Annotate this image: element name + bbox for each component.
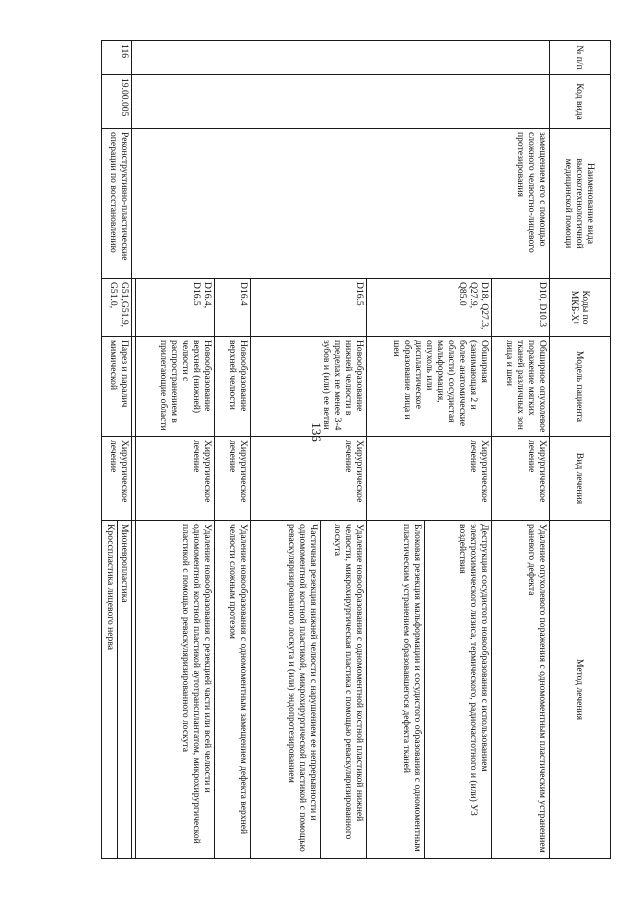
cell-spacer (132, 337, 136, 437)
header-treatment-type: Вид лечения (550, 437, 611, 521)
cell-spacer (132, 521, 136, 859)
cell-icd: D18, Q27.3, Q27.9, Q85.0 (367, 279, 492, 337)
cell-method: Удаление новообразования с одномоментным замещением дефекта верхней челюсти сложным протезом (214, 521, 250, 859)
cell-icd: D16.4 (214, 279, 250, 337)
header-num: № п/п (550, 41, 611, 75)
cell-icd: D16.4, D16.5 (136, 279, 214, 337)
cell-num (132, 41, 550, 75)
cell-code: 19.00.005 (102, 75, 132, 129)
cell-treatment-type: Хирургическое лечение (491, 437, 549, 521)
cell-treatment-type: Хирургическое лечение (214, 437, 250, 521)
table-row (118, 41, 132, 859)
cell-method: Мионевропластика (118, 521, 132, 859)
cell-patient-model: Обширное опухолевое поражение мягких тканей различных зон лица и шеи (491, 337, 549, 437)
cell-icd: G51,G51.9, G51.0, (102, 279, 132, 337)
header-code-type: Код вида (550, 75, 611, 129)
cell-method: Удаление новообразования с одномоментной костной пластикой нижней челюсти, микрохирургическая пластика с помощью реваскуляризированного лоскута (321, 521, 367, 859)
cell-treatment-type: Хирургическое лечение (367, 437, 492, 521)
cell-treatment-type: Хирургическое лечение (250, 437, 367, 521)
rotated-page (101, 40, 611, 858)
cell-name: Реконструктивно-пластические операции по восстановлению (102, 129, 132, 279)
cell-patient-model: Новообразование нижней челюсти в пределах не менее 3-4 зубов и (или) ее ветви (250, 337, 367, 437)
cell-patient-model: Обширная (занимающая 2 и более анатомические области) сосудистая мальформация, опухоль или диспластическое образование лица и шеи (367, 337, 492, 437)
cell-name-continuation: замещением его с помощью сложного челюстно-лицевого протезирования (132, 129, 550, 279)
cell-method: Удаление новообразования с резекцией части или всей челюсти и одномоментной костной пластикой аутотрансплантатом, микрохирургической пластикой с помощью реваскуляризированного лоскута (136, 521, 214, 859)
cell-code (132, 75, 550, 129)
cell-method: Кросспластика лицевого нерва (102, 521, 118, 859)
cell-patient-model: Новообразование верхней (нижней) челюсти с распространением в прилегающие области (136, 337, 214, 437)
header-patient-model: Модель пациента (550, 337, 611, 437)
cell-spacer (132, 437, 136, 521)
cell-method: Деструкция сосудистого новообразования с использованием электрохимического лизиса, термического, радиочастотного и (или) УЗ воздействия (425, 521, 491, 859)
cell-spacer (132, 279, 136, 337)
cell-method: Блоковая резекция мальформации и сосудистого образования с одномоментным пластическим устранением образовавшегося дефекта тканей (367, 521, 425, 859)
cell-icd: D16.5 (250, 279, 367, 337)
header-method: Метод лечения (550, 521, 611, 859)
cell-icd: D10, D10.3 (491, 279, 549, 337)
cell-method: Удаление опухолевого поражения с одномоментным пластическим устранением раневого дефекта (491, 521, 549, 859)
cell-num: 116 (102, 41, 132, 75)
table-row (491, 41, 549, 859)
cell-treatment-type: Хирургическое лечение (102, 437, 132, 521)
header-icd: Коды по МКБ-X¹ (550, 279, 611, 337)
header-name: Наименование вида высокотехнологичной медицинской помощи (550, 129, 611, 279)
medical-care-table (101, 40, 611, 859)
header-row (550, 41, 611, 859)
page-number: 136 (308, 422, 324, 442)
cell-patient-model: Новообразование верхней челюсти (214, 337, 250, 437)
cell-method: Частичная резекция нижней челюсти с нарушением ее непрерывности и одномоментной костной пластикой, микрохирургической пластикой с помощью реваскуляризированного лоскута и (или) эндопротезированием (250, 521, 320, 859)
cell-treatment-type: Хирургическое лечение (136, 437, 214, 521)
cell-patient-model: Парез и паралич мимической (102, 337, 132, 437)
